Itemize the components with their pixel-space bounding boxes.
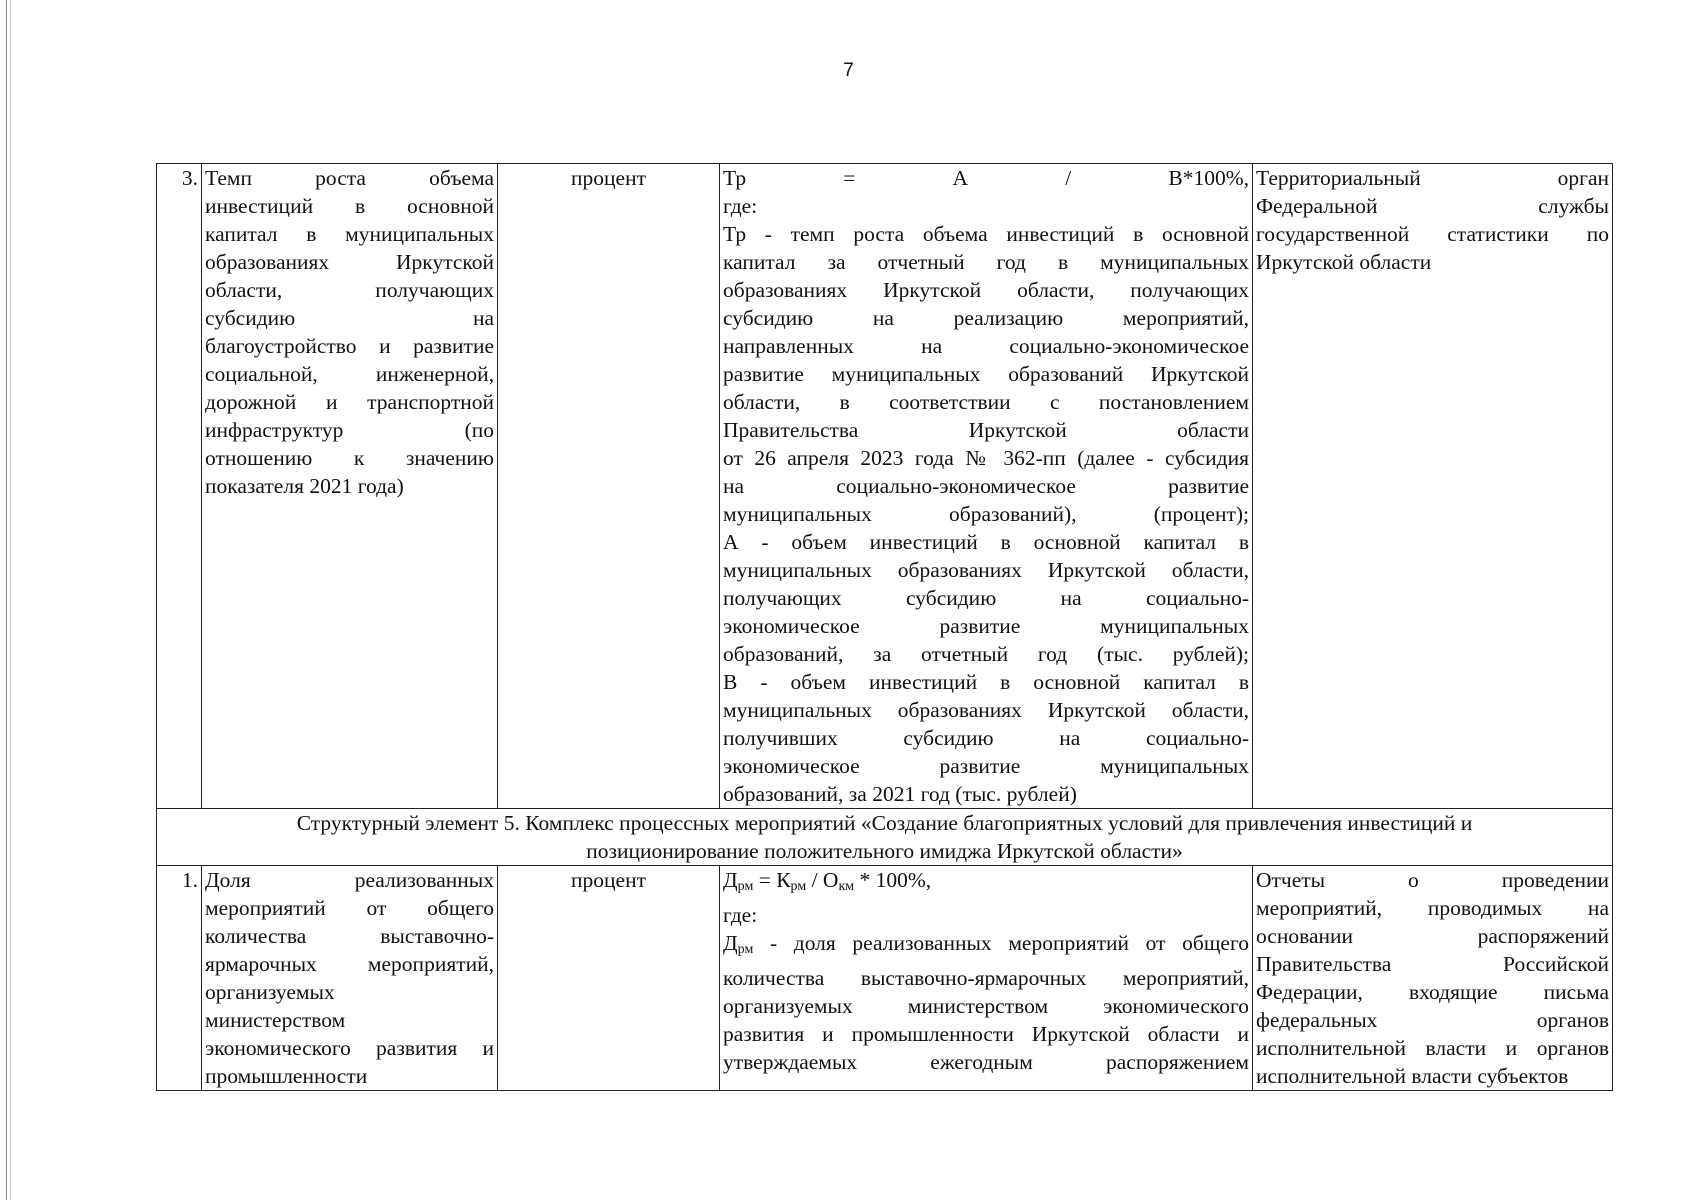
text-line: Иркутской области xyxy=(1256,250,1432,274)
formula-where: где: xyxy=(723,903,758,927)
text-line: утверждаемых ежегодным распоряжением xyxy=(723,1050,1249,1074)
text-line: министерством xyxy=(205,1008,346,1032)
text-line: получающих субсидию на социально- xyxy=(723,586,1249,610)
text-line: Правительства Российской xyxy=(1256,952,1609,976)
text-line: промышленности xyxy=(205,1064,368,1088)
text-line: муниципальных образований), (процент); xyxy=(723,502,1249,526)
text-line: основании распоряжений xyxy=(1256,924,1609,948)
text-line: количества выставочно- xyxy=(205,924,494,948)
text-line: Отчеты о проведении xyxy=(1256,868,1609,892)
formula-equation: $Д_{рм} = К_{рм} / О_{км} * 100\%$, xyxy=(723,868,932,894)
section-heading-line-1: Структурный элемент 5. Комплекс процессных мероприятий «Создание благоприятных условий для привлечения инвестиций и xyxy=(296,811,1473,835)
row-number: 3. xyxy=(157,164,202,809)
text-line: А - объем инвестиций в основной капитал в xyxy=(723,530,1249,554)
text-line: В - объем инвестиций в основной капитал в xyxy=(723,670,1249,694)
text-line: Темп роста объема xyxy=(205,166,494,190)
text-line: образований, за 2021 год (тыс. рублей) xyxy=(723,782,1077,806)
text-line: благоустройство и развитие xyxy=(205,334,494,358)
formula-cell xyxy=(720,164,1253,809)
text-line: дорожной и транспортной xyxy=(205,390,494,414)
source-cell xyxy=(1253,866,1613,1091)
row-number: 1. xyxy=(157,866,202,1091)
text-line: где: xyxy=(723,194,758,218)
section-heading-line-2: позиционирование положительного имиджа Иркутской области» xyxy=(586,839,1183,863)
formula-rest xyxy=(723,964,1249,1076)
text-line: получивших субсидию на социально- xyxy=(723,726,1249,750)
text-line: Тр = А / В*100%, xyxy=(723,166,1249,190)
text-line: муниципальных образованиях Иркутской области, xyxy=(723,698,1249,722)
text-line: экономическое развитие муниципальных xyxy=(723,754,1249,778)
text-line: федеральных органов xyxy=(1256,1008,1609,1032)
text-line: от 26 апреля 2023 года № 362-пп (далее - субсидия xyxy=(723,446,1249,470)
text-line: на социально-экономическое развитие xyxy=(723,474,1249,498)
table-row-indicator-1 xyxy=(157,866,1613,1091)
unit-cell: процент xyxy=(498,164,720,809)
formula-cell xyxy=(720,866,1253,1091)
text-line: субсидию на xyxy=(205,306,494,330)
text-line: государственной статистики по xyxy=(1256,222,1609,246)
text-line: исполнительной власти и органов xyxy=(1256,1036,1609,1060)
text-line: муниципальных образованиях Иркутской области, xyxy=(723,558,1249,582)
text-line: отношению к значению xyxy=(205,446,494,470)
text-line: инфраструктур (по xyxy=(205,418,494,442)
text-line: направленных на социально-экономическое xyxy=(723,334,1249,358)
text-line: Правительства Иркутской области xyxy=(723,418,1249,442)
text-line: показателя 2021 года) xyxy=(205,474,404,498)
table-row-section-header xyxy=(157,809,1613,866)
text-line: социальной, инженерной, xyxy=(205,362,494,386)
text-line: развитие муниципальных образований Иркутской xyxy=(723,362,1249,386)
source-cell xyxy=(1253,164,1613,809)
text-line: развития и промышленности Иркутской области и xyxy=(723,1022,1249,1046)
indicators-table xyxy=(156,163,1613,1091)
text-line: Тр - темп роста объема инвестиций в основной xyxy=(723,222,1249,246)
text-line: экономическое развитие муниципальных xyxy=(723,614,1249,638)
page-number: 7 xyxy=(843,60,854,81)
text-line: образований, за отчетный год (тыс. рублей); xyxy=(723,642,1249,666)
text-line: образованиях Иркутской xyxy=(205,250,494,274)
text-line: области, в соответствии с постановлением xyxy=(723,390,1249,414)
text-line: организуемых министерством экономического xyxy=(723,994,1249,1018)
text-line: капитал в муниципальных xyxy=(205,222,494,246)
formula-definition: $Д_{рм}$ - доля реализованных мероприятий от общего xyxy=(723,931,1249,957)
text-line: Доля реализованных xyxy=(205,868,494,892)
text-line: экономического развития и xyxy=(205,1036,494,1060)
text-line: Федеральной службы xyxy=(1256,194,1609,218)
text-line: организуемых xyxy=(205,980,335,1004)
indicator-name-cell xyxy=(202,164,498,809)
scan-edge-line-faint xyxy=(10,0,11,1200)
text-line: Территориальный орган xyxy=(1256,166,1609,190)
text-line: исполнительной власти субъектов xyxy=(1256,1064,1569,1088)
text-line: образованиях Иркутской области, получающих xyxy=(723,278,1249,302)
text-line: мероприятий, проводимых на xyxy=(1256,896,1609,920)
unit-cell: процент xyxy=(498,866,720,1091)
text-line: инвестиций в основной xyxy=(205,194,494,218)
table-row-indicator-3 xyxy=(157,164,1613,809)
text-line: Федерации, входящие письма xyxy=(1256,980,1609,1004)
text-line: субсидию на реализацию мероприятий, xyxy=(723,306,1249,330)
text-line: ярмарочных мероприятий, xyxy=(205,952,494,976)
section-heading xyxy=(157,809,1613,866)
text-line: капитал за отчетный год в муниципальных xyxy=(723,250,1249,274)
scan-edge-line xyxy=(6,0,7,1200)
text-line: количества выставочно-ярмарочных мероприятий, xyxy=(723,966,1249,990)
indicator-name-cell xyxy=(202,866,498,1091)
text-line: области, получающих xyxy=(205,278,494,302)
text-line: мероприятий от общего xyxy=(205,896,494,920)
